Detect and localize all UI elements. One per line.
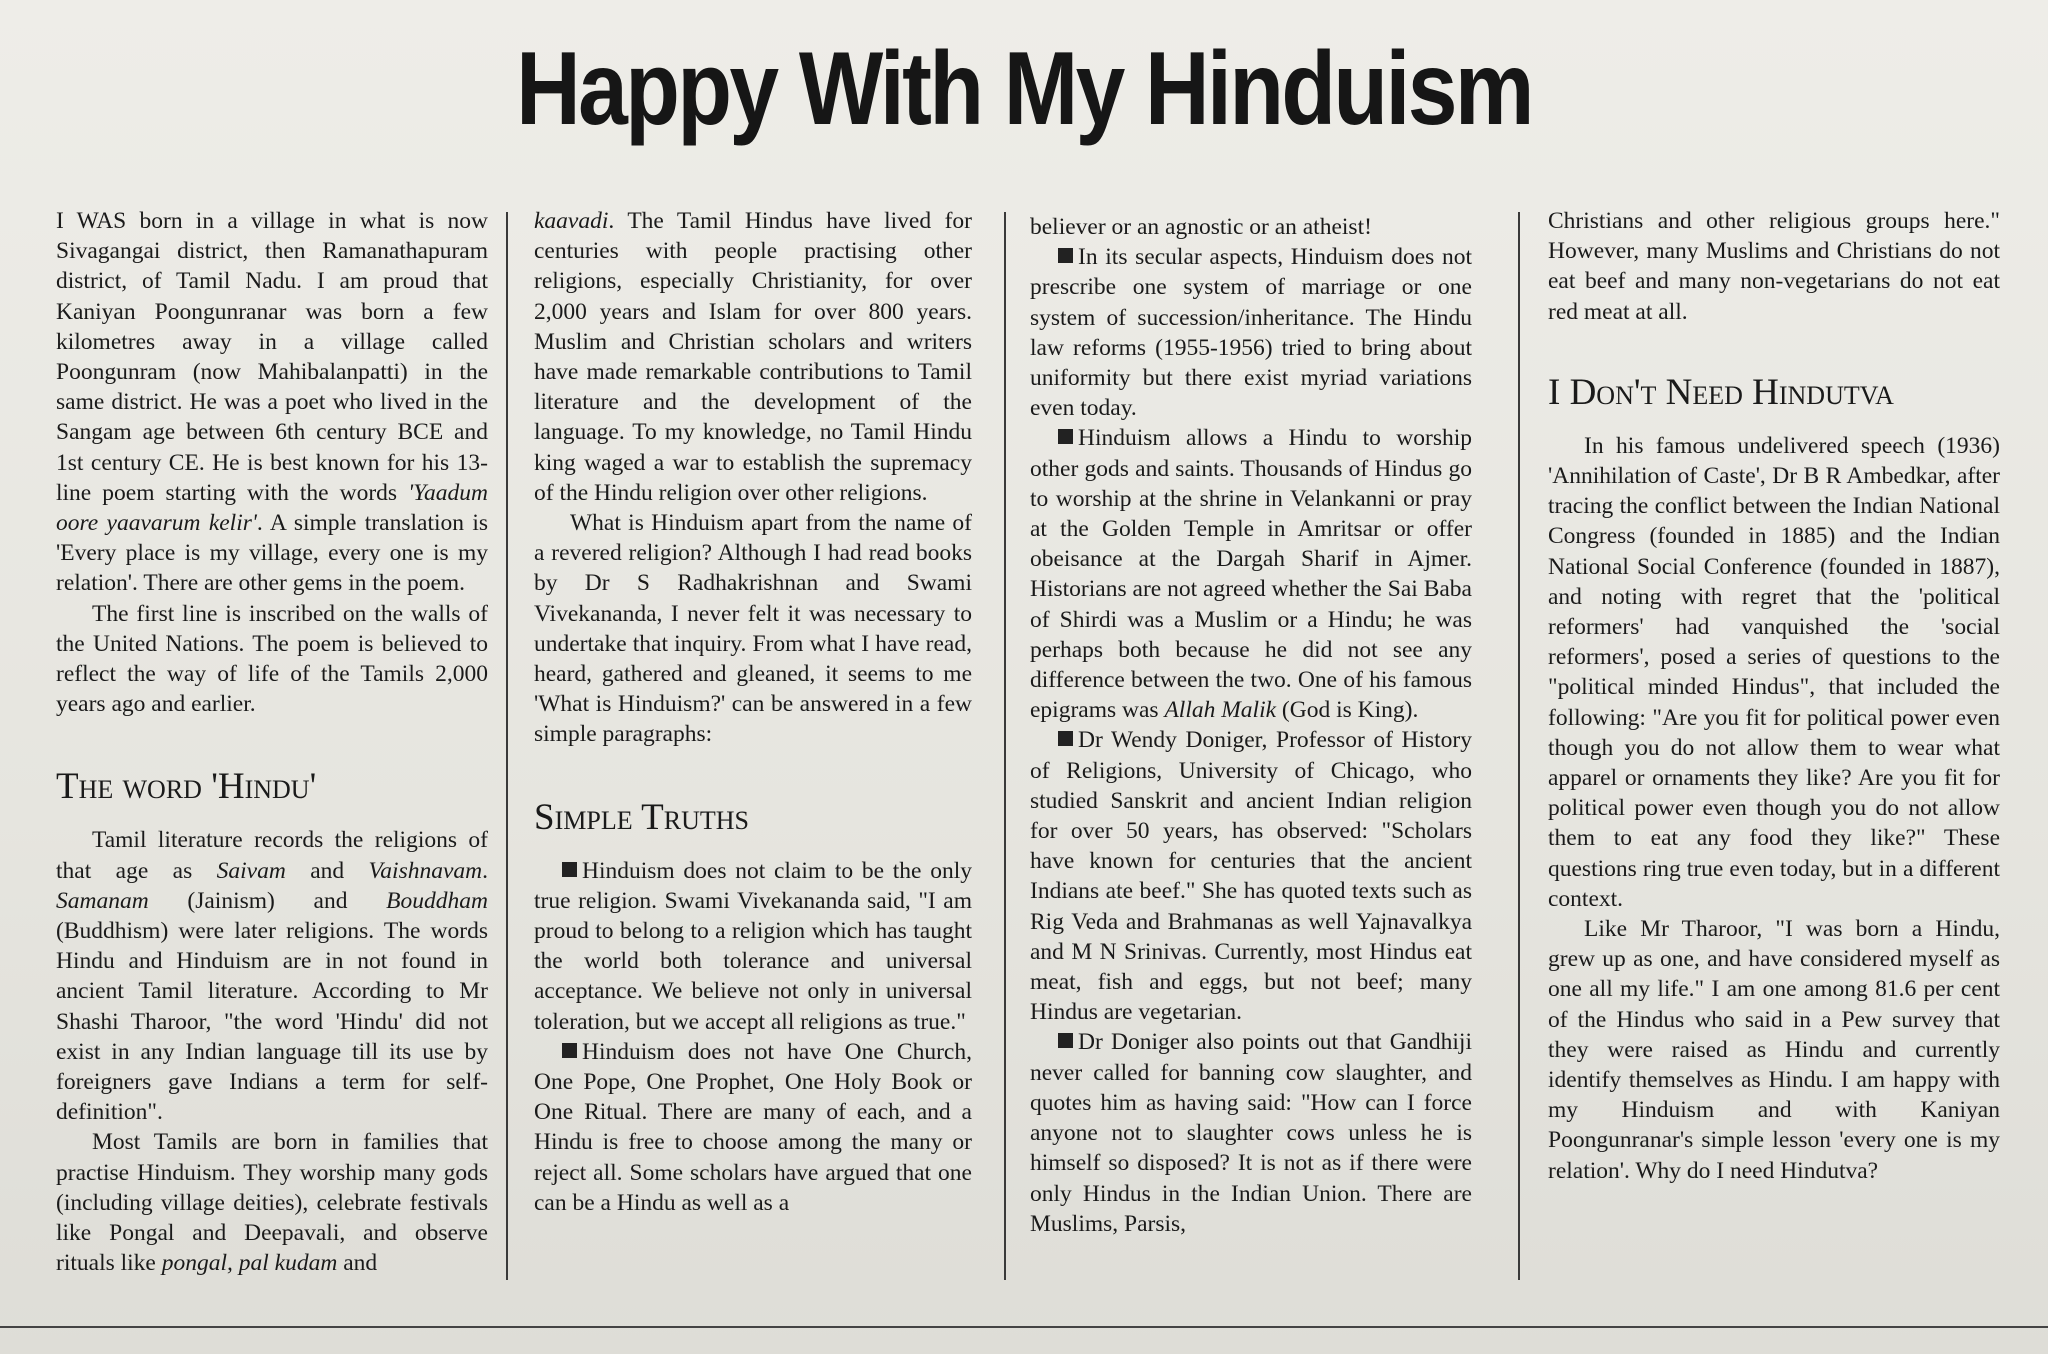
column-1: [56, 206, 488, 1316]
col1-paragraph-1: I WAS born in a village in what is now Sivagangai district, then Ramanathapuram district, of Tamil Nadu. I am proud that Kaniyan Poongunranar was born a few kilometres away in a village called Poongunram (now Mahibalanpatti) in the same district. He was a poet who lived in the Sangam age between 6th century BCE and 1st century CE. He is best known for his 13-line poem starting with the words 'Yaadum oore yaavarum kelir'. A simple translation is 'Every place is my village, every one is my relation'. There are other gems in the poem.: [56, 208, 488, 597]
column-3: [1030, 212, 1472, 1322]
bullet-square-icon: [1058, 731, 1073, 746]
col1-paragraph-4: Most Tamils are born in families that practise Hinduism. They worship many gods (including village deities), celebrate festivals like Pongal and Deepavali, and observe rituals like pongal, pal kudam and: [56, 1129, 488, 1277]
col2-bullet-2: Hinduism does not have One Church, One Pope, One Prophet, One Holy Book or One Ritual. There are many of each, and a Hindu is free to choose among the many or reject all. Some scholars have argued that one can be a Hindu as well as a: [534, 1038, 972, 1216]
column-2: [534, 206, 972, 1316]
bottom-rule: [0, 1326, 2048, 1328]
col2-paragraph-1: kaavadi. The Tamil Hindus have lived for centuries with people practising other religions, especially Christianity, for over 2,000 years and Islam for over 800 years. Muslim and Christian scholars and writers have made remarkable contributions to Tamil literature and the development of the language. To my knowledge, no Tamil Hindu king waged a war to establish the supremacy of the Hindu religion over other religions.: [534, 208, 972, 506]
column-rule-1: [506, 212, 508, 1280]
column-4: [1548, 206, 2000, 1316]
bullet-square-icon: [1058, 429, 1073, 444]
col3-bullet-4: Dr Doniger also points out that Gandhiji never called for banning cow slaughter, and quotes him as having said: "How can I force anyone not to slaughter cows unless he is himself so disposed? It is not as if there were only Hindus in the Indian Union. There are Muslims, Parsis,: [1030, 1029, 1472, 1237]
column-rule-2: [1004, 212, 1006, 1280]
bullet-square-icon: [1058, 248, 1073, 263]
col4-paragraph-2: Like Mr Tharoor, "I was born a Hindu, grew up as one, and have considered myself as one all my life." I am one among 81.6 per cent of the Hindus who said in a Pew survey that they were raised as Hindu and currently identify themselves as Hindu. I am happy with my Hinduism and with Kaniyan Poongunranar's simple lesson 'every one is my relation'. Why do I need Hindutva?: [1548, 916, 2000, 1184]
subheading-i-dont-need-hindutva: I Don't Need Hindutva: [1548, 371, 1894, 413]
col1-paragraph-2: The first line is inscribed on the walls of the United Nations. The poem is believed to reflect the way of life of the Tamils 2,000 years ago and earlier.: [56, 600, 488, 718]
headline: Happy With My Hinduism: [516, 31, 1532, 147]
col2-paragraph-2: What is Hinduism apart from the name of a revered religion? Although I had read books by Dr S Radhakrishnan and Swami Vivekananda, I never felt it was necessary to undertake that inquiry. From what I have read, heard, gathered and gleaned, it seems to me 'What is Hinduism?' can be answered in a few simple paragraphs:: [534, 510, 972, 748]
col4-paragraph-1: In his famous undelivered speech (1936) 'Annihilation of Caste', Dr B R Ambedkar, after tracing the conflict between the Indian National Congress (founded in 1885) and the Indian National Social Conference (founded in 1887), and noting with regret that the 'political reformers' had vanquished the 'social reformers', posed a series of questions to the "political minded Hindus", that included the following: "Are you fit for political power even though you do not allow them to wear what apparel or ornaments they like? Are you fit for political power even though you do not allow them to eat any food they like?" These questions ring true even today, but in a different context.: [1548, 432, 2000, 912]
subheading-simple-truths: Simple Truths: [534, 796, 749, 838]
col2-bullet-1: Hinduism does not claim to be the only true religion. Swami Vivekananda said, "I am proud to belong to a religion which has taught the world both tolerance and universal acceptance. We believe not only in universal toleration, but we accept all religions as true.": [534, 857, 972, 1035]
bullet-square-icon: [562, 862, 577, 877]
column-rule-3: [1518, 212, 1520, 1280]
col3-bullet-1: In its secular aspects, Hinduism does not prescribe one system of marriage or one system of succession/inheritance. The Hindu law reforms (1955-1956) tried to bring about uniformity but there exist myriad variations even today.: [1030, 244, 1472, 422]
subheading-the-word-hindu: The word 'Hindu': [56, 766, 317, 808]
col3-bullet-3: Dr Wendy Doniger, Professor of History of Religions, University of Chicago, who studied Sanskrit and ancient Indian religion for over 50 years, has observed: "Scholars have known for centuries that the ancient Indians ate beef." She has quoted texts such as Rig Veda and Brahmanas as well Yajnavalkya and M N Srinivas. Currently, most Hindus eat meat, fish and eggs, but not beef; many Hindus are vegetarian.: [1030, 727, 1472, 1026]
col1-paragraph-3: Tamil literature records the religions of that age as Saivam and Vaishnavam. Samanam (Jainism) and Bouddham (Buddhism) were later religions. The words Hindu and Hinduism are in not found in ancient Tamil literature. According to Mr Shashi Tharoor, "the word 'Hindu' did not exist in any Indian language till its use by foreigners gave Indians a term for self-definition".: [56, 827, 488, 1126]
col3-paragraph-0: believer or an agnostic or an atheist!: [1030, 214, 1372, 240]
col3-bullet-2: Hinduism allows a Hindu to worship other gods and saints. Thousands of Hindus go to worship at the shrine in Velankanni or pray at the Golden Temple in Amritsar or offer obeisance at the Dargah Sharif in Ajmer. Historians are not agreed whether the Sai Baba of Shirdi was a Muslim or a Hindu; he was perhaps both because he did not see any difference between the two. One of his famous epigrams was Allah Malik (God is King).: [1030, 425, 1472, 724]
col4-paragraph-0: Christians and other religious groups here." However, many Muslims and Christians do not eat beef and many non-vegetarians do not eat red meat at all.: [1548, 208, 2000, 325]
bullet-square-icon: [562, 1043, 577, 1058]
bullet-square-icon: [1058, 1033, 1073, 1048]
